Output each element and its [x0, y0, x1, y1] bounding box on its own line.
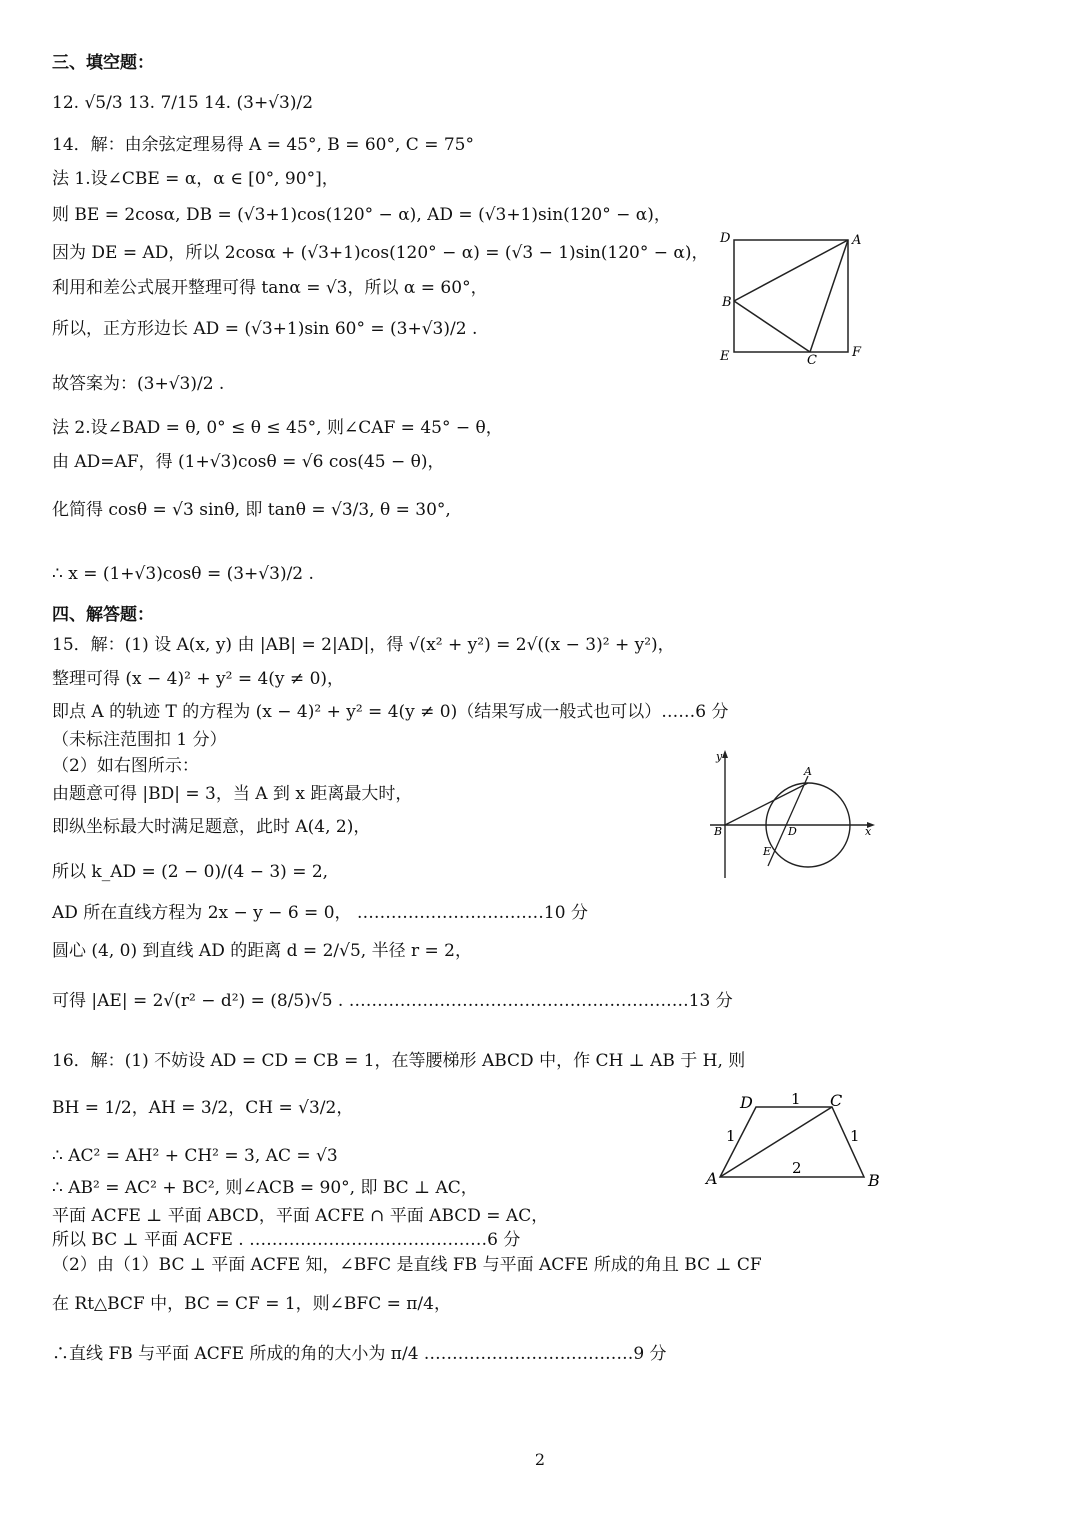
circle-coordinate-figure: [700, 748, 880, 883]
label-y: y: [716, 750, 723, 763]
square-triangle-figure: [712, 228, 872, 368]
label-E: E: [763, 845, 772, 858]
solution-line: 16．解：(1) 不妨设 AD = CD = CB = 1，在等腰梯形 ABCD 中，作 CH ⊥ AB 于 H, 则: [52, 1051, 746, 1071]
label-bottom-length: 2: [792, 1159, 802, 1177]
solution-line: 由题意可得 |BD| = 3，当 A 到 x 距离最大时，: [52, 784, 413, 804]
solution-line: 所以，正方形边长 AD = (√3+1)sin 60° = (3+√3)/2 .: [52, 319, 478, 339]
solution-line: 15．解：(1) 设 A(x, y) 由 |AB| = 2|AD|，得 √(x² + y²) = 2√((x − 3)² + y²)，: [52, 635, 675, 655]
label-A: A: [804, 765, 812, 778]
label-D: D: [740, 1093, 753, 1112]
solution-line: 圆心 (4, 0) 到直线 AD 的距离 d = 2/√5, 半径 r = 2，: [52, 941, 472, 961]
solution-line: 即点 A 的轨迹 T 的方程为 (x − 4)² + y² = 4(y ≠ 0)（结果写成一般式也可以）……6 分: [52, 702, 729, 722]
label-top-length: 1: [791, 1090, 801, 1108]
solution-line: AD 所在直线方程为 2x − y − 6 = 0， ……………………………10 分: [52, 903, 588, 923]
solution-line: （2）由（1）BC ⊥ 平面 ACFE 知，∠BFC 是直线 FB 与平面 ACFE 所成的角且 BC ⊥ CF: [52, 1255, 762, 1275]
label-right-length: 1: [850, 1127, 860, 1145]
label-C: C: [807, 353, 817, 368]
label-D: D: [720, 231, 731, 246]
solution-line: ∴ x = (1+√3)cosθ = (3+√3)/2 .: [52, 564, 314, 584]
solution-line: 化简得 cosθ = √3 sinθ, 即 tanθ = √3/3, θ = 30°,: [52, 500, 451, 520]
label-B: B: [714, 825, 723, 838]
solution-line: ∴直线 FB 与平面 ACFE 所成的角的大小为 π/4 .………………………………9 分: [52, 1344, 667, 1364]
label-E: E: [720, 349, 730, 364]
solution-line: 法 1.设∠CBE = α，α ∈ [0°, 90°]，: [52, 169, 339, 189]
solution-line: 故答案为：(3+√3)/2 .: [52, 374, 225, 394]
solution-line: 可得 |AE| = 2√(r² − d²) = (8/5)√5 . ……………………………………………………13 分: [52, 991, 733, 1011]
answers-line: 12. √5/3 13. 7/15 14. (3+√3)/2: [52, 93, 314, 113]
section-heading-fill: 三、填空题：: [52, 53, 154, 73]
solution-line: 法 2.设∠BAD = θ, 0° ≤ θ ≤ 45°, 则∠CAF = 45° − θ，: [52, 418, 503, 438]
page-number: 2: [534, 1450, 546, 1469]
solution-line: 整理可得 (x − 4)² + y² = 4(y ≠ 0)，: [52, 669, 345, 689]
solution-line: 所以 k_AD = (2 − 0)/(4 − 3) = 2,: [52, 862, 329, 882]
solution-line: 由 AD=AF，得 (1+√3)cosθ = √6 cos(45 − θ)，: [52, 452, 445, 472]
solution-line: 则 BE = 2cosα, DB = (√3+1)cos(120° − α), AD = (√3+1)sin(120° − α)，: [52, 205, 671, 225]
trapezoid-figure: [700, 1084, 890, 1194]
solution-line: （未标注范围扣 1 分）: [52, 730, 227, 750]
label-F: F: [852, 345, 862, 360]
label-A: A: [706, 1169, 718, 1188]
solution-line: ∴ AB² = AC² + BC², 则∠ACB = 90°, 即 BC ⊥ AC，: [52, 1178, 478, 1198]
section-heading-answer: 四、解答题：: [52, 605, 154, 625]
solution-line: 所以 BC ⊥ 平面 ACFE . ……………………………………6 分: [52, 1230, 521, 1250]
label-x: x: [865, 825, 872, 838]
solution-line: BH = 1/2，AH = 3/2，CH = √3/2，: [52, 1098, 354, 1118]
solution-line: 平面 ACFE ⊥ 平面 ABCD，平面 ACFE ∩ 平面 ABCD = AC，: [52, 1206, 549, 1226]
label-C: C: [830, 1091, 843, 1110]
solution-line: 因为 DE = AD，所以 2cosα + (√3+1)cos(120° − α) = (√3 − 1)sin(120° − α)，: [52, 243, 709, 263]
solution-line: （2）如右图所示：: [52, 756, 199, 776]
solution-line: 在 Rt△BCF 中，BC = CF = 1，则∠BFC = π/4，: [52, 1294, 451, 1314]
label-left-length: 1: [726, 1127, 736, 1145]
label-B: B: [722, 295, 732, 310]
solution-line: 14．解：由余弦定理易得 A = 45°, B = 60°, C = 75°: [52, 135, 474, 155]
label-A: A: [852, 233, 862, 248]
solution-line: 利用和差公式展开整理可得 tanα = √3，所以 α = 60°，: [52, 278, 488, 298]
solution-line: ∴ AC² = AH² + CH² = 3, AC = √3: [52, 1146, 338, 1166]
label-B: B: [868, 1171, 880, 1190]
label-D: D: [788, 825, 797, 838]
solution-line: 即纵坐标最大时满足题意，此时 A(4, 2)，: [52, 817, 371, 837]
